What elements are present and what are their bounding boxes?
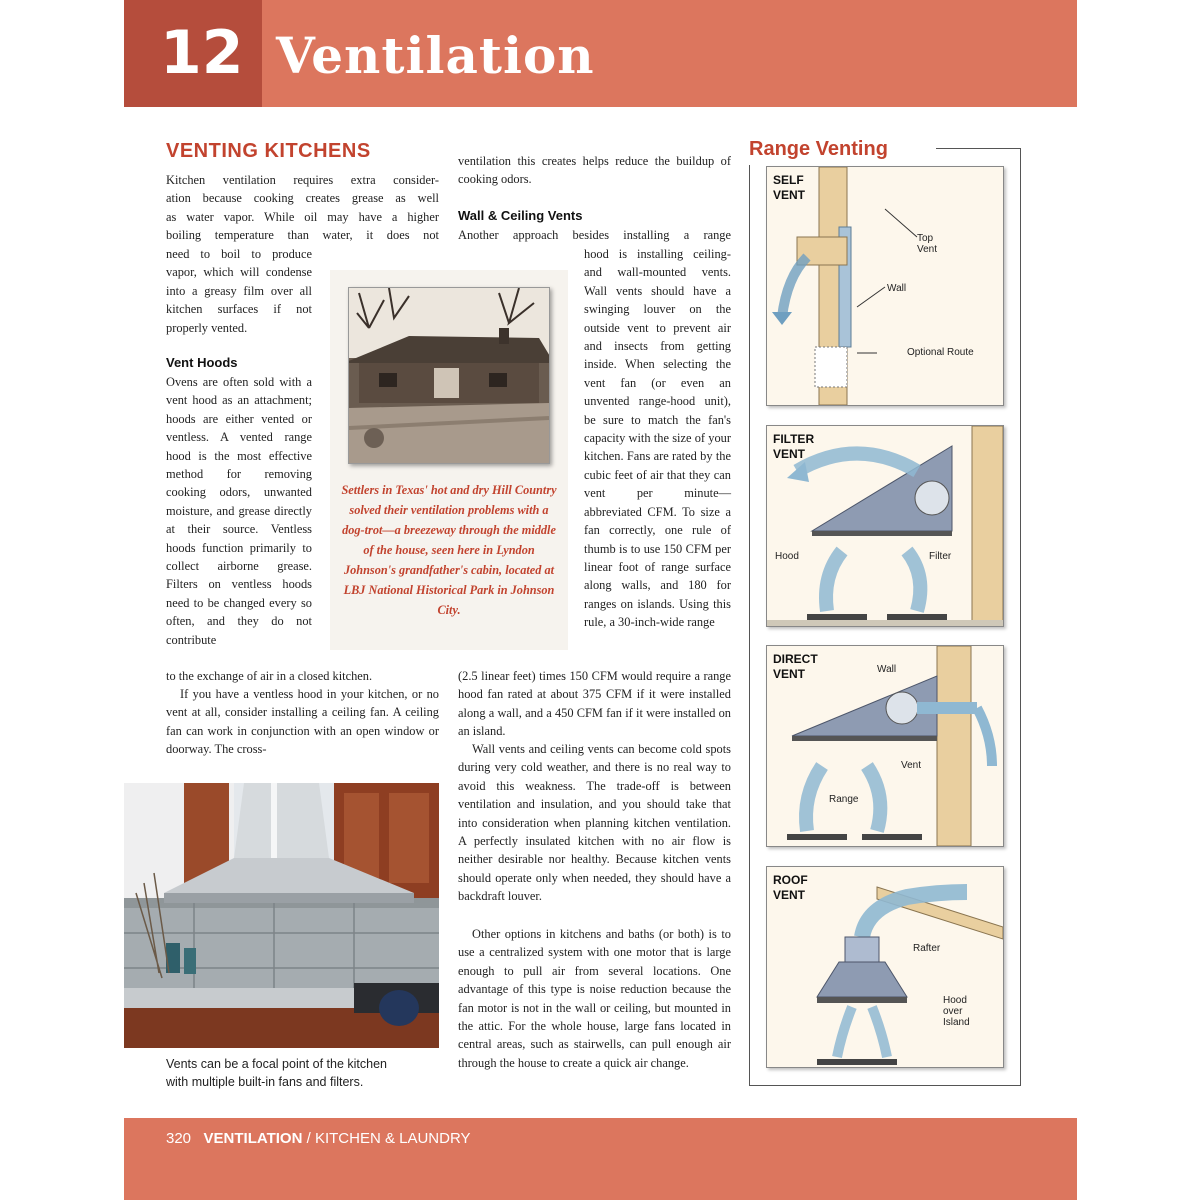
label-wall: Wall [887, 283, 907, 294]
caption-line: Vents can be a focal point of the kitchen [166, 1057, 387, 1071]
self-vent-panel [766, 166, 1004, 406]
inset-photo-caption: Settlers in Texas' hot and dry Hill Country solved their ventilation problems with a dog-trot—a breezeway through the middle of the house, seen here in Lyndon Johnson's grandfather's cabin, located at LBJ National Historical Park in Johnson City. [341, 483, 557, 617]
chapter-number: 12 [160, 18, 244, 88]
diagram-frame-left [749, 165, 750, 1085]
vent-hoods-text: Ovens are often sold with a vent hood as an attachment; hoods are either vented or ventless. A vented range hood is the most effective method for removing cooking odors, unwanted moisture, and grease directly at their source. Ventless hoods function primarily to collect airborne grease. Filters on ventless hoods need to be changed every so often, and they do not contribute [166, 375, 312, 647]
label-hood-over-island: Hood over Island [943, 995, 970, 1028]
intro-lines [166, 171, 439, 245]
central-system-paragraph: Other options in kitchens and baths (or both) is to use a centralized system with one motor that is large enough to pull air from several locations. One advantage of this type is noise reduction because the fan motor is not in the wall or ceiling, but mounted in the attic. For the whole house, large fans located in central areas, such as stairwells, can pull enough air through the house to create a quick air change. [458, 927, 731, 1070]
direct-vent-title: DIRECT VENT [773, 652, 818, 681]
direct-vent-panel [766, 645, 1004, 847]
intro-line: boiling temperature than water, it does not [166, 228, 439, 243]
chapter-title: Ventilation [276, 26, 595, 85]
label-vent: Vent [901, 760, 922, 771]
wall-vents-tail: (2.5 linear feet) times 150 CFM would require a range hood fan rated at about 375 CFM if it were installed along a wall, and a 450 CFM fan if it were installed on an island. [458, 669, 731, 739]
vent-hoods-tail: to the exchange of air in a closed kitchen. [166, 669, 373, 683]
footer-text [166, 1130, 471, 1147]
wall-ceiling-heading: Wall & Ceiling Vents [458, 208, 583, 223]
diagram-title: Range Venting [749, 138, 888, 160]
cold-spots-paragraph: Wall vents and ceiling vents can become cold spots during very cold weather, and there is no real way to avoid this weakness. The trade-off is between ventilation and insulation, and you should take that into consideration when planning kitchen ventilation. A perfectly insulated kitchen with no air flow is neither desirable nor healthy. Because kitchen vents should operate only when needed, they should have a backdraft louver. [458, 742, 731, 904]
footer-section: VENTILATION [203, 1130, 303, 1147]
intro-narrow-text: need to boil to produce vapor, which will condense into a greasy film over all kitchen surfaces if not properly vented. [166, 247, 312, 335]
kitchen-photo [124, 783, 439, 1048]
cabin-photo [348, 287, 550, 464]
wall-vents-text: hood is installing ceiling- and wall-mounted vents. Wall vents should have a swinging louver on the outside vent to prevent air and insects from getting inside. When selecting the vent fan (or even an unvented range-hood unit), be sure to match the fan's capacity with the size of your kitchen. Fans are rated by the cubic feet of air that they can vent per minute—abbreviated CFM. To size a fan correctly, one rule of thumb is to use 150 CFM per linear foot of range surface along walls, and 180 for ranges on islands. Using this rule, a 30-inch-wide range [584, 247, 731, 630]
section-heading: VENTING KITCHENS [166, 140, 371, 162]
roof-vent-panel [766, 866, 1004, 1068]
label-filter: Filter [929, 551, 952, 562]
kitchen-photo-caption [166, 1055, 456, 1091]
label-top-vent: Top Vent [917, 233, 938, 255]
diagram-frame-right [1020, 148, 1021, 1086]
label-range: Range [829, 794, 859, 805]
self-vent-title: SELF VENT [773, 173, 806, 202]
intro-line: Kitchen ventilation requires extra consider- [166, 173, 439, 187]
label-rafter: Rafter [913, 943, 941, 954]
label-optional-route: Optional Route [907, 347, 974, 358]
label-hood: Hood [775, 551, 799, 562]
vent-hoods-heading: Vent Hoods [166, 355, 238, 370]
ceiling-fan-paragraph: If you have a ventless hood in your kitchen, or no vent at all, consider installing a ceiling fan. A ceiling fan can work in conjunction with an open window or doorway. The cross- [166, 687, 439, 757]
filter-vent-title: FILTER VENT [773, 432, 815, 461]
intro-line: ation because cooking creates grease as well [166, 191, 439, 206]
footer-subsection: / KITCHEN & LAUNDRY [306, 1130, 471, 1147]
intro-line: as water vapor. While oil may have a higher [166, 209, 439, 224]
filter-vent-panel [766, 425, 1004, 627]
diagram-frame-bottom [749, 1085, 1021, 1086]
chapter-header-bar [124, 0, 1077, 107]
page-number: 320 [166, 1130, 192, 1147]
wall-first-line: Another approach besides installing a range [458, 228, 731, 242]
cross-ventilation-text: ventilation this creates helps reduce the buildup of cooking odors. [458, 154, 731, 187]
roof-vent-title: ROOF VENT [773, 873, 808, 902]
diagram-title-rule [936, 148, 1021, 149]
label-wall: Wall [877, 664, 897, 675]
caption-line: with multiple built-in fans and filters. [166, 1075, 364, 1089]
